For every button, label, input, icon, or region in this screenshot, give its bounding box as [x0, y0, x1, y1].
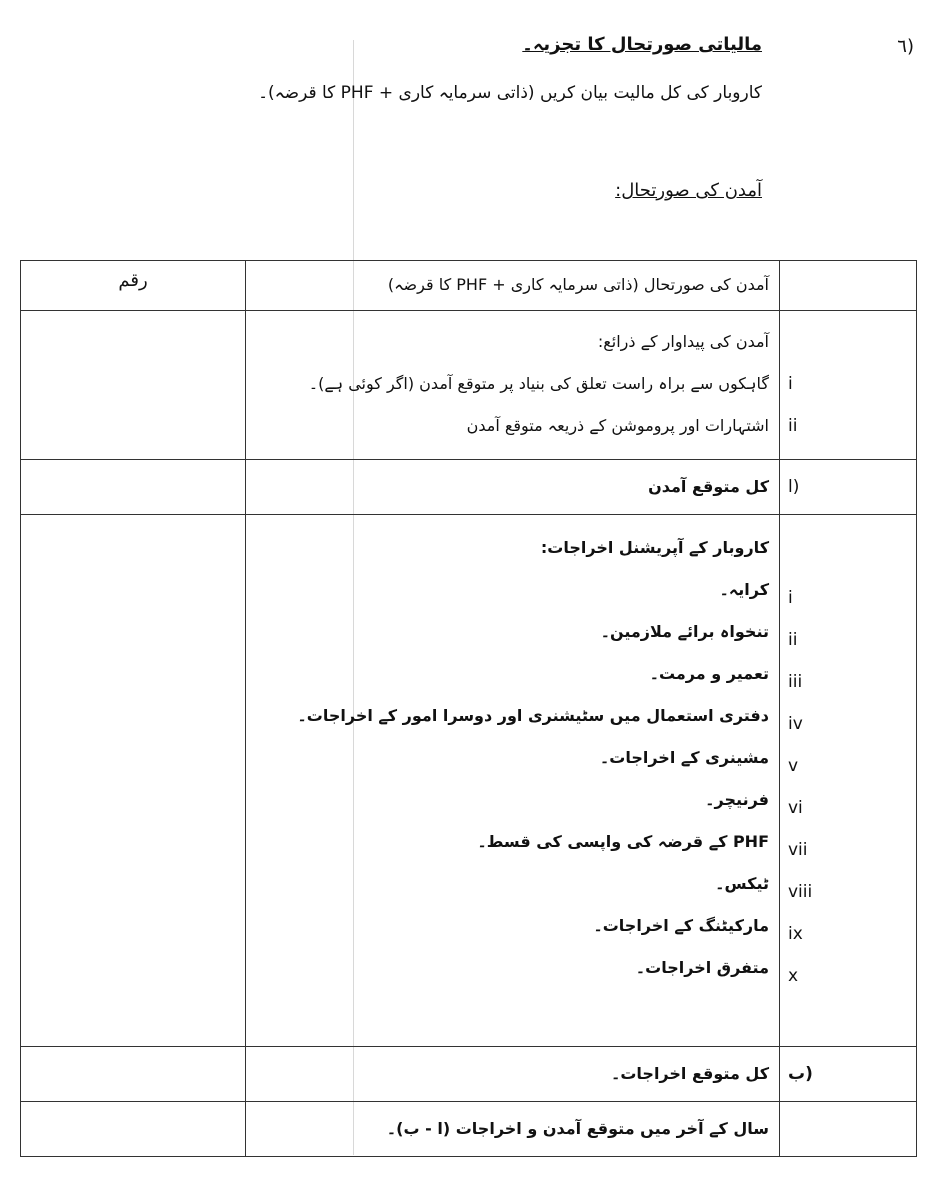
amount-cell — [21, 311, 246, 460]
amount-header: رقم — [118, 270, 148, 291]
expense-item-text: متفرق اخراجات۔ — [635, 958, 769, 977]
item-number: i — [788, 374, 793, 394]
expense-item-text: تعمیر و مرمت۔ — [649, 664, 769, 683]
amount-cell — [21, 515, 246, 1047]
item-number: ix — [788, 924, 803, 944]
net-cell — [246, 1102, 780, 1157]
total-income-row — [21, 460, 917, 515]
item-number: iv — [788, 714, 803, 734]
item-number: v — [788, 756, 799, 776]
income-sources-row — [21, 311, 917, 460]
item-number: i — [788, 588, 793, 608]
income-numbers-cell — [780, 311, 917, 460]
net-row — [21, 1102, 917, 1157]
expense-item-text: ٹیکس۔ — [715, 874, 769, 893]
description-header: آمدن کی صورتحال (ذاتی سرمایہ کاری + PHF کا قرضہ) — [387, 275, 769, 294]
instruction-text: کاروبار کی کل مالیت بیان کریں (ذاتی سرمایہ کاری + PHF کا قرضہ)۔ — [258, 83, 762, 103]
expense-item-text: دفتری استعمال میں سٹیشنری اور دوسرا امور کے اخراجات۔ — [297, 706, 769, 725]
amount-cell — [21, 1102, 246, 1157]
expense-item-text: کرایہ۔ — [719, 580, 769, 599]
total-expenses-number-cell — [780, 1047, 917, 1102]
expenses-title: کاروبار کے آپریشنل اخراجات: — [540, 538, 769, 557]
expense-numbers-cell — [780, 515, 917, 1047]
total-income-label: کل متوقع آمدن — [648, 477, 769, 496]
description-header-cell — [246, 261, 780, 311]
expenses-row — [21, 515, 917, 1047]
expenses-cell — [246, 515, 780, 1047]
amount-cell — [21, 460, 246, 515]
amount-header-cell — [21, 261, 246, 311]
item-number: ا) — [788, 477, 800, 497]
total-income-number-cell — [780, 460, 917, 515]
item-number: vi — [788, 798, 803, 818]
item-number: ii — [788, 416, 798, 436]
item-number: viii — [788, 882, 813, 902]
net-label: سال کے آخر میں متوقع آمدن و اخراجات (ا - ب)۔ — [386, 1119, 769, 1138]
number-header-cell — [780, 261, 917, 311]
expense-item-text: فرنیچر۔ — [705, 790, 769, 809]
item-number: vii — [788, 840, 808, 860]
income-sources-title: آمدن کی پیداوار کے ذرائع: — [597, 332, 769, 351]
total-income-cell — [246, 460, 780, 515]
total-expenses-label: کل متوقع اخراجات۔ — [610, 1064, 769, 1083]
net-number-cell — [780, 1102, 917, 1157]
item-number: ii — [788, 630, 798, 650]
table-header-row — [21, 261, 917, 311]
item-number: x — [788, 966, 799, 986]
expense-item-text: PHF کے قرضہ کی واپسی کی قسط۔ — [477, 832, 769, 851]
expense-item-text: تنخواہ برائے ملازمین۔ — [600, 622, 769, 641]
expense-item-text: مارکیٹنگ کے اخراجات۔ — [593, 916, 769, 935]
section-number: (٦ — [897, 36, 914, 57]
section-heading: مالیاتی صورتحال کا تجزیہ۔ — [522, 34, 762, 55]
total-expenses-row — [21, 1047, 917, 1102]
income-item-text: گاہکوں سے براہ راست تعلق کی بنیاد پر متوقع آمدن (اگر کوئی ہے)۔ — [308, 374, 769, 393]
income-heading: آمدن کی صورتحال: — [615, 180, 762, 201]
amount-cell — [21, 1047, 246, 1102]
expense-item-text: مشینری کے اخراجات۔ — [599, 748, 769, 767]
item-number: ب) — [788, 1064, 813, 1084]
item-number: iii — [788, 672, 803, 692]
income-item-text: اشتہارات اور پروموشن کے ذریعہ متوقع آمدن — [466, 416, 769, 435]
total-expenses-cell — [246, 1047, 780, 1102]
financial-table — [20, 260, 917, 1157]
income-sources-cell — [246, 311, 780, 460]
